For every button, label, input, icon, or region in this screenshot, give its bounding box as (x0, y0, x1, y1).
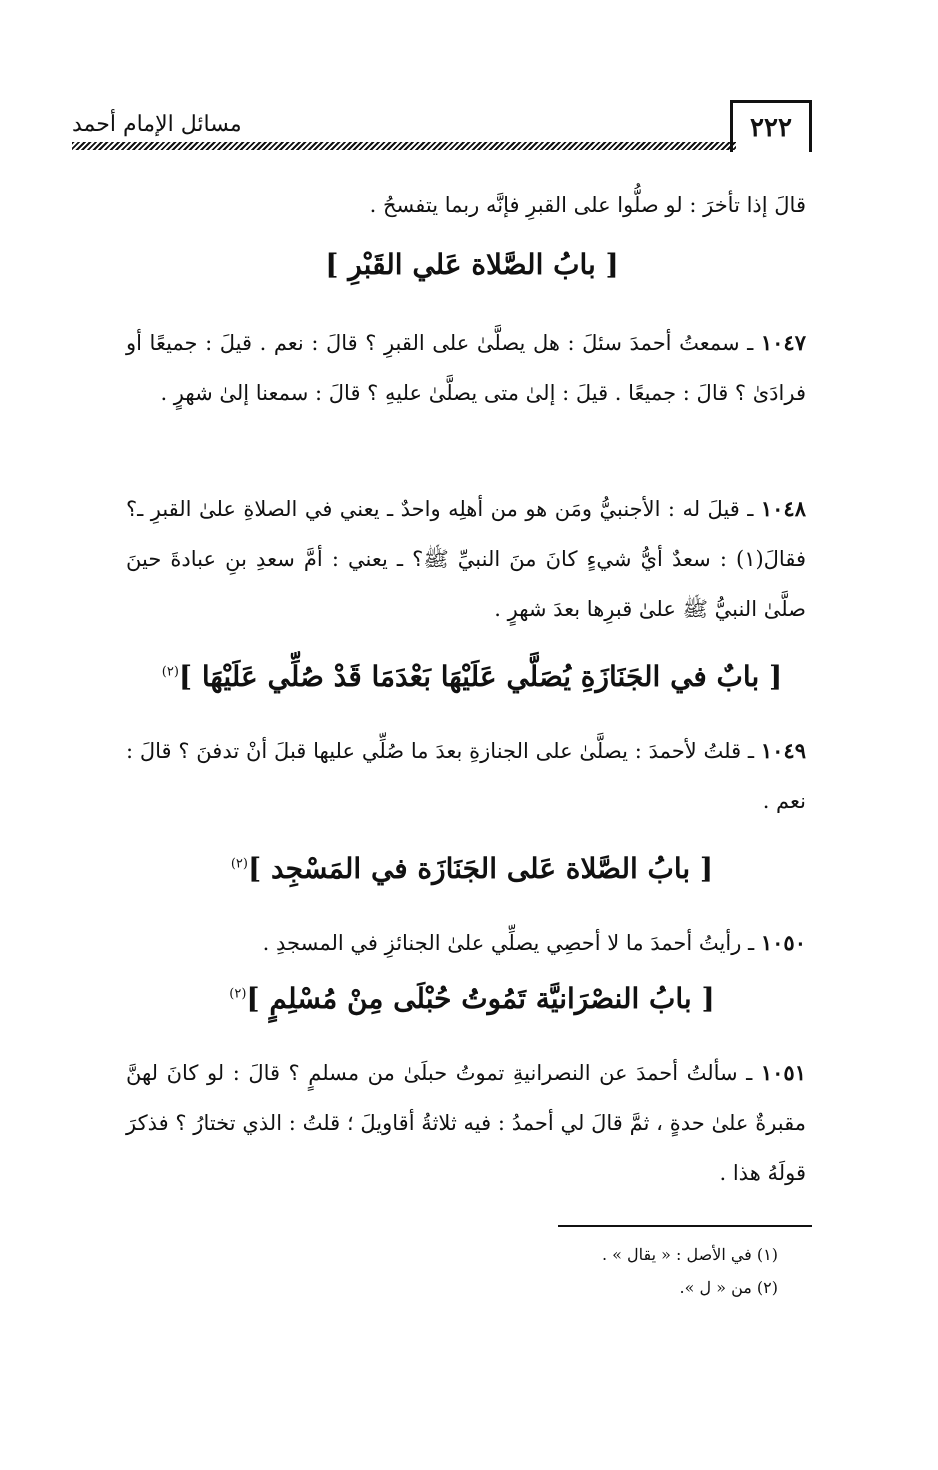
entry-1050 (126, 918, 806, 968)
entry-number: ١٠٤٨ (760, 496, 806, 521)
header-rule (72, 142, 736, 150)
book-title: مسائل الإمام أحمد (72, 112, 242, 137)
section-heading-text: [ بابٌ في الجَنَازَةِ يُصَلَّي عَلَيْهَا بَعْدَمَا قَدْ صُلِّي عَلَيْهَا ] (178, 660, 783, 693)
footnote-divider (558, 1225, 812, 1227)
page-number-box (730, 100, 812, 152)
heading-note: (٢) (161, 664, 179, 680)
section-heading-2 (132, 660, 812, 693)
footnote-1: (١) في الأصل : « يقال » . (601, 1245, 778, 1264)
entry-1047 (126, 318, 806, 418)
entry-1049 (126, 726, 806, 826)
section-heading-text: [ بابُ النصْرَانيَّة تَمُوتُ حُبْلَى مِنْ مُسْلِمٍ ] (246, 982, 715, 1015)
entry-text: ـ رأيتُ أحمدَ ما لا أحصِي يصلِّي علىٰ الجنائزِ في المسجدِ . (262, 931, 755, 955)
entry-number: ١٠٤٧ (760, 330, 806, 355)
entry-1051 (126, 1048, 806, 1198)
section-heading-4 (132, 982, 812, 1015)
entry-text: ـ سمعتُ أحمدَ سئلَ : هل يصلَّىٰ على القبرِ ؟ قالَ : نعم . قيلَ : جميعًا أو فرادَىٰ ؟ قالَ : جميعًا . قيلَ : إلىٰ متى يصلَّىٰ عليهِ ؟ قالَ : سمعنا إلىٰ شهرٍ . (126, 331, 806, 405)
page-number: ٢٢٢ (750, 112, 792, 143)
entry-1048 (126, 484, 806, 634)
entry-text: ـ قلتُ لأحمدَ : يصلَّىٰ على الجنازةِ بعدَ ما صُلِّي عليها قبلَ أنْ تدفنَ ؟ قالَ : نعم . (126, 739, 806, 813)
intro-text: قالَ إذا تأخرَ : لو صلُّوا على القبرِ فإنَّه ربما يتفسحُ . (369, 193, 806, 217)
section-heading-1 (132, 248, 812, 281)
heading-note: (٢) (230, 856, 248, 872)
entry-number: ١٠٥١ (760, 1060, 806, 1085)
heading-note: (٢) (229, 986, 247, 1002)
section-heading-text: [ بابُ الصَّلاة عَلى الجَنَازَة في المَسْجِد ] (247, 852, 714, 885)
page-header (72, 94, 812, 164)
section-heading-3 (132, 852, 812, 885)
entry-text: ـ سألتُ أحمدَ عن النصرانيةِ تموتُ حبلَىٰ من مسلمٍ ؟ قالَ : لو كانَ لهنَّ مقبرةٌ علىٰ حدةٍ ، ثمَّ قالَ لي أحمدُ : فيه ثلاثةُ أقاويلَ ؛ قلتُ : الذي تختارُ ؟ فذكرَ قولَهُ هذا . (126, 1061, 806, 1185)
entry-number: ١٠٥٠ (760, 930, 806, 955)
section-heading-text: [ بابُ الصَّلاة عَلي القَبْرِ ] (325, 248, 619, 281)
intro-paragraph (126, 180, 806, 230)
entry-number: ١٠٤٩ (760, 738, 806, 763)
footnotes (602, 1238, 778, 1304)
footnote-2: (٢) من « ل ». (679, 1278, 778, 1297)
entry-text: ـ قيلَ له : الأجنبيُّ ومَن هو من أهلِه واحدٌ ـ يعني في الصلاةِ علىٰ القبرِ ـ؟ فقالَ(١) : سعدٌ أيُّ شيءٍ كانَ منَ النبيِّ ﷺ؟ ـ يعني : أمَّ سعدِ بنِ عبادةَ حينَ صلَّىٰ النبيُّ ﷺ علىٰ قبرِها بعدَ شهرٍ . (126, 497, 806, 621)
